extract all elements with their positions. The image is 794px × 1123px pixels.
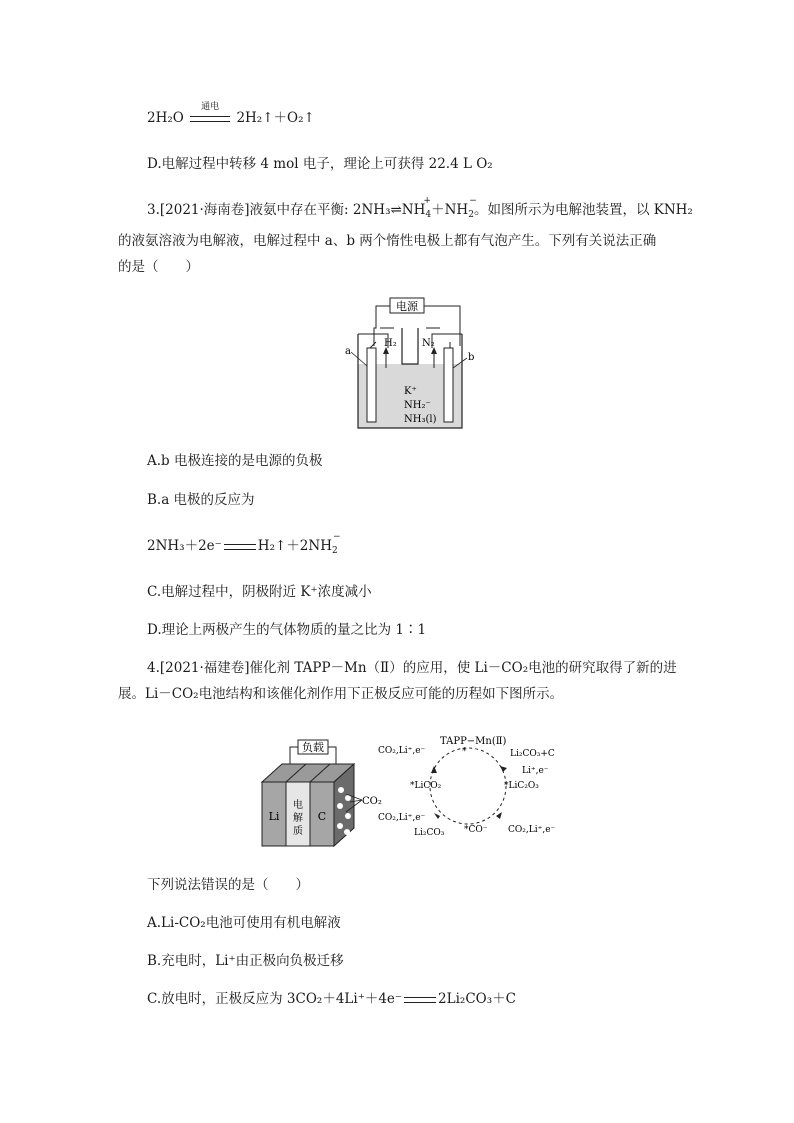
- cycle-bottom-left: Li₂CO₃: [414, 828, 445, 838]
- cycle-top-left: CO₂,Li⁺,e⁻: [378, 746, 426, 756]
- cycle-right-mid: *LiC₂O₃: [504, 781, 539, 791]
- q2-option-d: D.电解过程中转移 4 mol 电子，理论上可获得 22.4 L O₂: [147, 156, 493, 172]
- cycle-right-upper: Li⁺,e⁻: [522, 766, 549, 776]
- cycle-bottom-right: CO₂,Li⁺,e⁻: [508, 825, 556, 835]
- electrode-b-label: b: [468, 352, 475, 363]
- partition: [402, 328, 418, 364]
- cycle-left-lower: CO₂,Li⁺,e⁻: [378, 813, 426, 823]
- q3-stem-part-c: 。如图所示为电解池装置，以 KNH₂: [473, 202, 693, 218]
- li-co2-battery-figure: [258, 736, 393, 848]
- q3-stem-line3: 的是（ ）: [118, 259, 199, 275]
- catalyst-star: *: [462, 747, 467, 757]
- cycle-left-mid: *LiCO₂: [410, 781, 442, 791]
- power-label: 电源: [396, 300, 418, 313]
- ion-nh2: NH₂⁻: [404, 400, 431, 411]
- c-label: C: [317, 810, 327, 823]
- electrolyte-char-2: 解: [293, 813, 303, 824]
- li-label: Li: [268, 810, 280, 823]
- q3-option-c: C.电解过程中，阴极附近 K⁺浓度减小: [147, 584, 372, 600]
- q4-stem-line2: 展。Li－CO₂电池结构和该催化剂作用下正极反应可能的历程如下图所示。: [118, 686, 564, 702]
- q3-stem-part-a: 3.[2021·海南卷]液氨中存在平衡: 2NH₃⇌NH: [147, 202, 426, 218]
- q4-option-a: A.Li-CO₂电池可使用有机电解液: [147, 915, 341, 931]
- cycle-circle: [430, 748, 506, 824]
- electrolyte-char-3: 质: [293, 826, 303, 837]
- q3-eq-right: H₂↑＋2NH: [257, 538, 332, 554]
- equation-right: 2H₂↑＋O₂↑: [236, 110, 315, 126]
- electrolysis-cell-figure: [340, 294, 480, 436]
- equation-condition: 通电: [201, 102, 220, 112]
- electrode-a-label: a: [345, 346, 351, 357]
- q4-option-c-right: 2Li₂CO₃＋C: [438, 991, 516, 1007]
- equation-sign: [188, 102, 232, 127]
- q3-option-b-equation: 2NH₃＋2e⁻ H₂↑＋2NH − $_2$: [147, 532, 341, 556]
- solvent-nh3: NH₃(l): [404, 414, 437, 425]
- q4-question: 下列说法错误的是（ ）: [147, 877, 309, 893]
- q3-stem-part-b: ＋NH: [431, 202, 469, 218]
- q4-option-c-left: C.放电时，正极反应为 3CO₂＋4Li⁺＋4e⁻: [147, 991, 403, 1007]
- q4-stem-line1: 4.[2021·福建卷]催化剂 TAPP－Mn（Ⅱ）的应用，使 Li－CO₂电池的研究取得了新的进: [147, 660, 677, 676]
- q3-stem-line2: 的液氨溶液为电解液，电解过程中 a、b 两个惰性电极上都有气泡产生。下列有关说法正确: [118, 233, 657, 249]
- electrode-a: [367, 348, 376, 422]
- q4-option-b: B.充电时，Li⁺由正极向负极迁移: [147, 953, 344, 969]
- q4-option-c: [147, 990, 516, 1008]
- q3-stem-line1: 3.[2021·海南卷]液氨中存在平衡: 2NH₃⇌NH + $_4$＋NH − $_2$。如图所示为电解池装置，以 KNH₂: [147, 196, 693, 220]
- q3-option-b: B.a 电极的反应为: [147, 492, 255, 508]
- cycle-bottom-mid: *CO⁻: [464, 825, 488, 835]
- equation-left: 2H₂O: [147, 110, 184, 126]
- cycle-top-right: Li₂CO₃+C: [510, 749, 555, 759]
- electrolysis-equation: [147, 102, 315, 127]
- load-label: 负载: [302, 741, 324, 754]
- catalyst-label: TAPP−Mn(Ⅱ): [440, 736, 507, 747]
- q3-eq-left: 2NH₃＋2e⁻: [147, 538, 222, 554]
- electrode-b: [444, 348, 453, 422]
- co2-label: CO₂: [362, 796, 382, 807]
- catalytic-cycle-figure: [376, 728, 566, 840]
- electrolyte-char-1: 电: [293, 800, 303, 811]
- h2-label: H₂: [384, 338, 397, 349]
- n2-label: N₂: [422, 338, 435, 349]
- q3-option-d: D.理论上两极产生的气体物质的量之比为 1∶1: [147, 622, 427, 638]
- q3-option-a: A.b 电极连接的是电源的负极: [147, 453, 323, 469]
- ion-k: K⁺: [404, 386, 417, 397]
